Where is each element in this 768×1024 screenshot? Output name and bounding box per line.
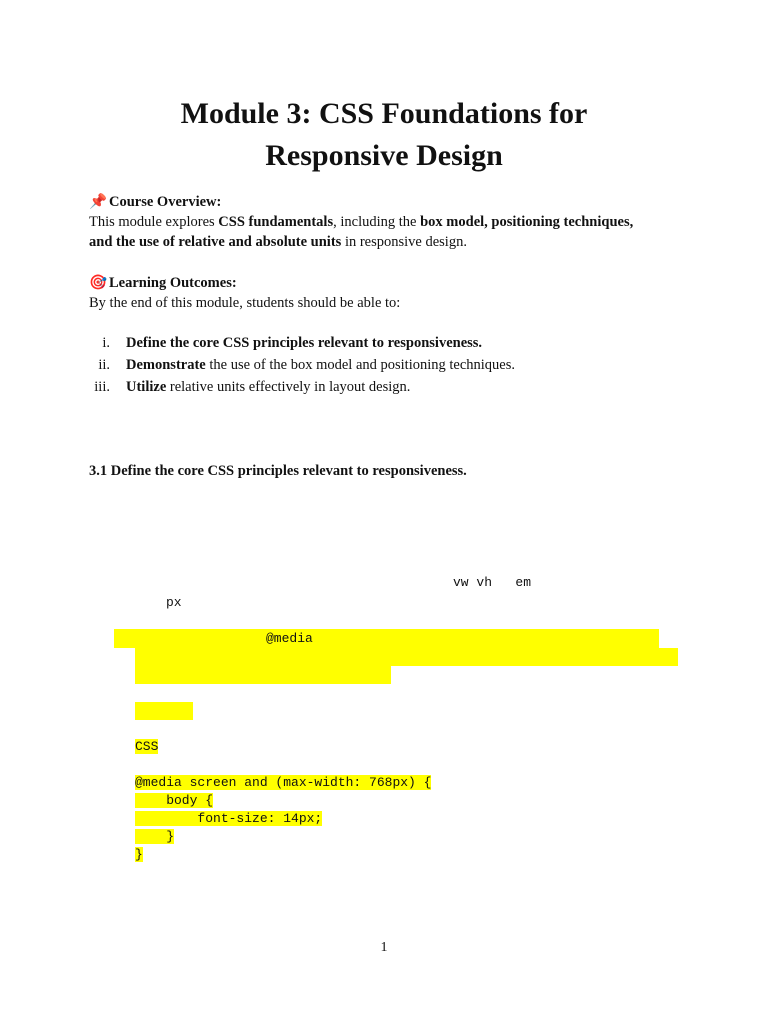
outcome-number: ii. (98, 357, 110, 373)
title-line-2: Responsive Design (265, 139, 503, 172)
units-fragment: vw vh em (453, 575, 532, 590)
code-text: body { (135, 793, 214, 808)
code-language-label (135, 738, 158, 756)
outcome-bold: Define the core CSS principles relevant to responsiveness. (126, 335, 483, 351)
code-line-5 (135, 846, 143, 864)
outcome-number: iii. (94, 379, 110, 395)
code-line-3 (135, 810, 322, 828)
overview-bold-2: box model, positioning techniques, and the use of relative and absolute units (89, 214, 634, 250)
overview-text-2: , including the (333, 214, 421, 230)
code-line-2 (135, 792, 213, 810)
outcome-item-3 (80, 377, 640, 397)
overview-bold-1: CSS fundamentals (218, 214, 334, 230)
learning-outcomes-label: Learning Outcomes: (109, 275, 237, 291)
px-fragment: px (166, 595, 182, 610)
course-overview-label: Course Overview: (109, 194, 222, 210)
code-text: } (135, 829, 175, 844)
highlight-band-4 (135, 702, 193, 720)
overview-text-3: in responsive design. (341, 234, 467, 250)
learning-outcomes-intro: By the end of this module, students should be able to: (89, 295, 401, 311)
code-text: font-size: 14px; (135, 811, 323, 826)
overview-text-1: This module explores (89, 214, 219, 230)
page-title (0, 93, 768, 177)
code-text: @media screen and (max-width: 768px) { (135, 775, 432, 790)
code-line-1 (135, 774, 431, 792)
code-language: CSS (135, 739, 159, 754)
target-icon: 🎯 (89, 275, 108, 291)
highlight-band-3 (135, 666, 391, 684)
outcome-item-1 (80, 333, 640, 353)
course-overview-text (89, 212, 634, 252)
title-line-1: Module 3: CSS Foundations for (180, 97, 588, 130)
outcome-item-2 (80, 355, 640, 375)
page-number: 1 (380, 940, 388, 955)
outcome-rest: relative units effectively in layout design. (166, 379, 411, 395)
pushpin-icon: 📌 (89, 194, 108, 210)
code-line-4 (135, 828, 174, 846)
media-fragment: @media (266, 631, 313, 646)
highlight-band-1 (114, 629, 659, 648)
section-heading: 3.1 Define the core CSS principles relevant to responsiveness. (89, 463, 467, 479)
highlight-band-2 (135, 648, 678, 666)
course-overview-heading (89, 192, 649, 212)
outcome-bold: Demonstrate (126, 357, 206, 373)
code-text: } (135, 847, 143, 862)
outcome-bold: Utilize (126, 379, 167, 395)
outcome-number: i. (102, 335, 110, 351)
learning-outcomes-heading (89, 273, 649, 293)
outcome-rest: the use of the box model and positioning techniques. (205, 357, 516, 373)
